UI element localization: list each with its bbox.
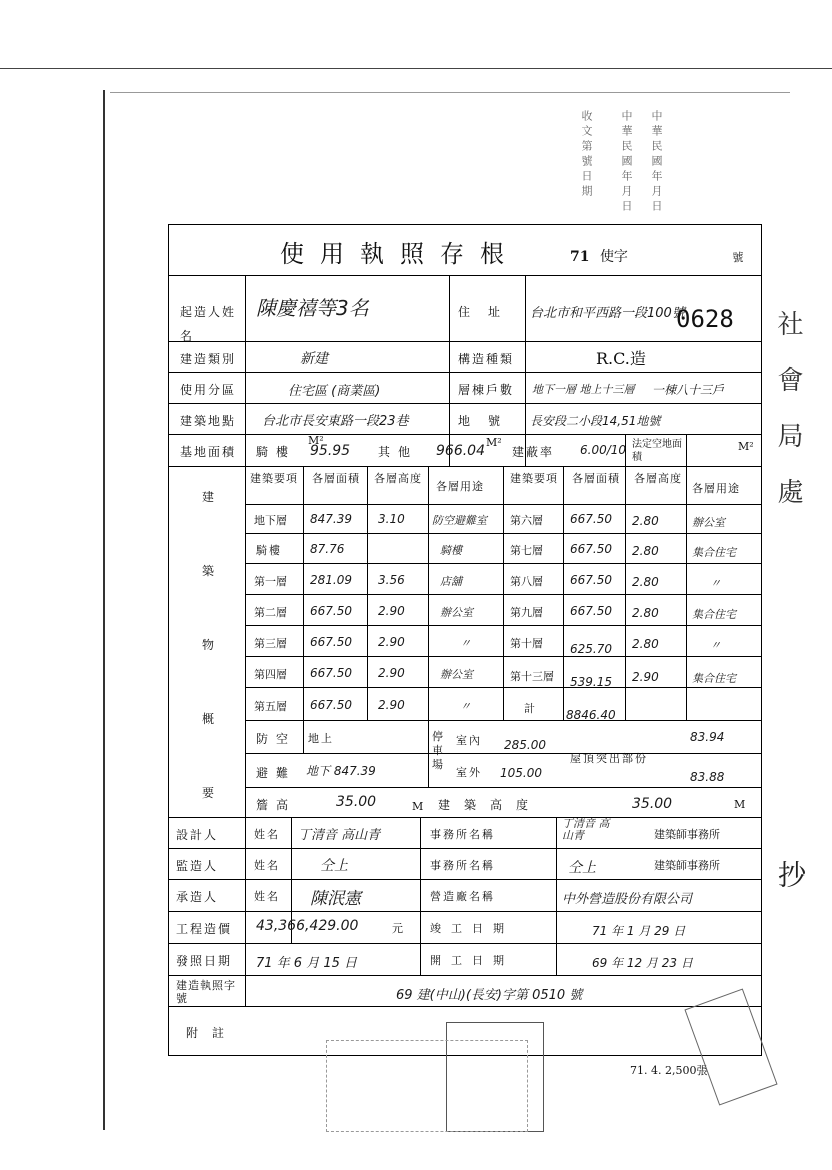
doc-year: 71 [570,249,590,265]
floor-height: 2.80 [632,544,659,558]
rule [169,1006,761,1007]
col-header: 各層面積 [572,472,620,485]
finish-label: 竣工日期 [430,922,514,935]
shelter-below: 地下 847.39 [306,764,376,778]
rule [169,275,761,276]
rule [169,372,761,373]
floor-name: 計 [524,702,537,715]
rule [525,275,526,466]
issue-label: 發照日期 [176,954,233,968]
zone-value: 住宅區 (商業區) [288,384,381,399]
floor-use: 防空避難室 [432,514,487,527]
supervisor-label: 監造人 [176,859,219,873]
floor-area: 667.50 [570,512,612,526]
cost-label: 工程造價 [176,922,233,936]
coverage-label: 建蔽率 [512,445,555,459]
floor-height: 2.90 [378,604,405,618]
floors-label: 層棟戶數 [458,383,515,397]
designer-name: 丁清音 高山青 [298,828,381,843]
build-type-value: 新建 [300,351,328,367]
col-header: 各層高度 [374,472,422,485]
floor-name: 地下層 [254,514,287,527]
floor-use: 辦公室 [440,606,473,619]
building-height-label: 建築高度 [438,798,543,812]
floor-area: 625.70 [570,642,612,656]
contractor-name-label: 姓名 [254,890,280,903]
structure-value: R.C.造 [596,349,646,368]
col-header: 建築要項 [250,472,298,485]
rule [245,720,761,721]
floor-name: 第三層 [254,637,287,650]
floor-height: 2.80 [632,606,659,620]
official-seal [684,988,777,1105]
side-label: 物 [202,638,217,652]
floor-area: 667.50 [570,604,612,618]
contractor-label: 承造人 [176,890,219,904]
site-area-label: 基地面積 [180,445,237,459]
rule [428,466,429,787]
designer-label: 設計人 [176,828,219,842]
unit-m: M [412,800,424,813]
unit-m: M [734,798,746,811]
floor-use: 騎樓 [440,544,462,557]
open-space-label: 法定空地面積 [632,439,682,463]
other-area: 966.04 [436,443,485,459]
received-stamp: 中華民國年月日 [650,110,663,215]
page-title: 使用執照存根 [280,240,520,268]
col-header: 建築要項 [510,472,558,485]
rule [169,848,761,849]
site-label: 建築地點 [180,414,237,428]
floor-height: 3.56 [378,573,405,587]
floor-height: 2.90 [632,670,659,684]
scan-edge-line [103,90,105,1130]
floor-area: 667.50 [570,573,612,587]
doc-word: 使字 [599,249,628,265]
other-label: 其他 [378,445,419,459]
roof-label: 屋頂突出部份 [570,752,648,765]
floor-use: 辦公室 [692,516,725,529]
rule [556,817,557,975]
zone-label: 使用分區 [180,383,237,397]
shelter-label: 防空 [256,732,297,746]
floor-use: 〃 [460,700,471,713]
supervisor-name-label: 姓名 [254,859,280,872]
serial-number: 0628 [676,305,734,333]
margin-stamp-text: 抄 [774,860,807,892]
contractor-factory-label: 營造廠名稱 [430,890,495,903]
side-label: 建 [202,490,217,504]
rule [303,466,304,753]
floor-name: 第八層 [510,575,543,588]
seal-stamp [326,1040,528,1132]
cost-unit: 元 [392,922,405,935]
lot-value: 長安段二小段14,51地號 [530,414,661,428]
side-label: 要 [202,786,217,800]
build-type-label: 建造類別 [180,352,237,366]
rule [420,817,421,975]
parking-label: 停車場 [432,730,443,771]
floor-height: 2.90 [378,666,405,680]
arcade-label: 騎樓 [256,445,297,459]
floor-area: 667.50 [310,698,352,712]
unit-m2: M² [738,440,754,453]
floor-area: 281.09 [310,573,352,587]
rule [169,434,761,435]
rule [503,466,504,720]
floor-name: 第七層 [510,544,543,557]
supervisor-name: 仝上 [320,858,348,874]
outdoor-label: 室外 [456,766,482,779]
scan-edge-line [0,68,832,69]
side-label: 築 [202,564,217,578]
note-label: 附註 [186,1026,239,1040]
contractor-factory: 中外營造股份有限公司 [562,892,693,907]
col-header: 各層用途 [436,480,484,493]
start-value: 69 年 12 月 23 日 [592,956,693,970]
building-height-value: 35.00 [632,796,673,812]
rule [169,911,761,912]
floor-height: 2.80 [632,514,659,528]
doc-suffix: 號 [732,251,744,264]
floor-height: 2.80 [632,637,659,651]
floor-use: 〃 [460,637,471,650]
col-header: 各層高度 [634,472,682,485]
floor-area: 87.76 [310,542,345,556]
received-stamp: 收文第號日期 [580,110,593,200]
floor-use: 集合住宅 [692,608,736,621]
floor-use: 店舖 [440,575,462,588]
rule [245,275,246,1006]
rule [686,434,687,720]
floor-height: 2.80 [632,575,659,589]
floor-name: 第九層 [510,606,543,619]
designer-office: 丁清音 高山青 [562,817,610,842]
roof-value: 83.94 [690,730,725,744]
unit-m2: M² [308,434,324,447]
indoor-label: 室內 [456,734,482,747]
floor-area: 667.50 [570,542,612,556]
floor-name: 第一層 [254,575,287,588]
rule [169,403,761,404]
rule [169,879,761,880]
margin-stamp-text: 社會局處 [773,310,803,534]
start-label: 開工日期 [430,954,514,967]
supervisor-office: 仝上 [568,860,596,876]
floor-use: 〃 [710,639,721,652]
rule [449,275,450,466]
rule [625,434,626,720]
floor-area: 667.50 [310,604,352,618]
arcade-area: 95.95 [310,443,351,459]
units-value: 一棟八十三戶 [652,383,725,397]
structure-label: 構造種類 [458,352,515,366]
unit-m2: M² [486,436,502,449]
cost-value: 43,366,429.00 [256,918,359,934]
print-info: 71. 4. 2,500張 [630,1064,708,1077]
floor-area: 539.15 [570,675,612,689]
rule [169,975,761,976]
floor-name: 第十三層 [510,670,554,683]
designer-name-label: 姓名 [254,828,280,841]
lot-label: 地號 [458,414,519,428]
finish-value: 71 年 1 月 29 日 [592,924,686,938]
rule [563,466,564,720]
supervisor-office-suffix: 建築師事務所 [654,859,720,872]
rule [245,753,761,754]
designer-office-suffix: 建築師事務所 [654,828,720,841]
rule [245,787,761,788]
applicant-label: 起造人姓名 [180,305,237,343]
indoor-value: 285.00 [504,738,546,752]
coverage-value: 6.00/10 [580,443,627,457]
floor-name: 第二層 [254,606,287,619]
site-value: 台北市長安東路一段23巷 [262,414,409,429]
floor-area: 8846.40 [566,708,616,722]
floor-use: 辦公室 [440,668,473,681]
supervisor-office-label: 事務所名稱 [430,859,495,872]
floors-value: 地下一層 地上十三層 [532,383,635,396]
rule [169,817,761,818]
floor-use: 集合住宅 [692,546,736,559]
col-header: 各層面積 [312,472,360,485]
issue-value: 71 年 6 月 15 日 [256,956,358,971]
rule [367,466,368,720]
col-header: 各層用途 [692,482,740,495]
floor-height: 2.90 [378,698,405,712]
floor-area: 847.39 [310,512,352,526]
floor-name: 第四層 [254,668,287,681]
scan-edge-line [110,92,790,93]
rule [169,341,761,342]
permit-value: 69 建(中山)(長安)字第 0510 號 [396,988,583,1003]
floor-name: 第十層 [510,637,543,650]
floor-use: 〃 [710,577,721,590]
floor-area: 667.50 [310,635,352,649]
applicant-name: 陳慶禧等3名 [256,296,369,320]
side-label: 概 [202,712,217,726]
received-stamp: 中華民國年月日 [620,110,633,215]
roof-value-2: 83.88 [690,770,725,784]
outdoor-value: 105.00 [500,766,542,780]
rule [169,466,761,467]
floor-height: 2.90 [378,635,405,649]
contractor-name: 陳泯憲 [310,889,361,909]
designer-office-label: 事務所名稱 [430,828,495,841]
floor-use: 集合住宅 [692,672,736,685]
eave-label: 簷高 [256,798,297,812]
permit-label: 建造執照字號 [176,979,236,1005]
shelter-above: 地上 [308,732,334,745]
floor-area: 667.50 [310,666,352,680]
floor-height: 3.10 [378,512,405,526]
eave-value: 35.00 [336,794,377,810]
floor-name: 騎樓 [256,544,282,557]
address-label: 住址 [458,305,519,319]
floor-name: 第六層 [510,514,543,527]
evac-label: 避難 [256,766,297,780]
rule [169,943,761,944]
floor-name: 第五層 [254,700,287,713]
address-value: 台北市和平西路一段100號 [530,306,685,321]
doc-number [570,246,743,266]
